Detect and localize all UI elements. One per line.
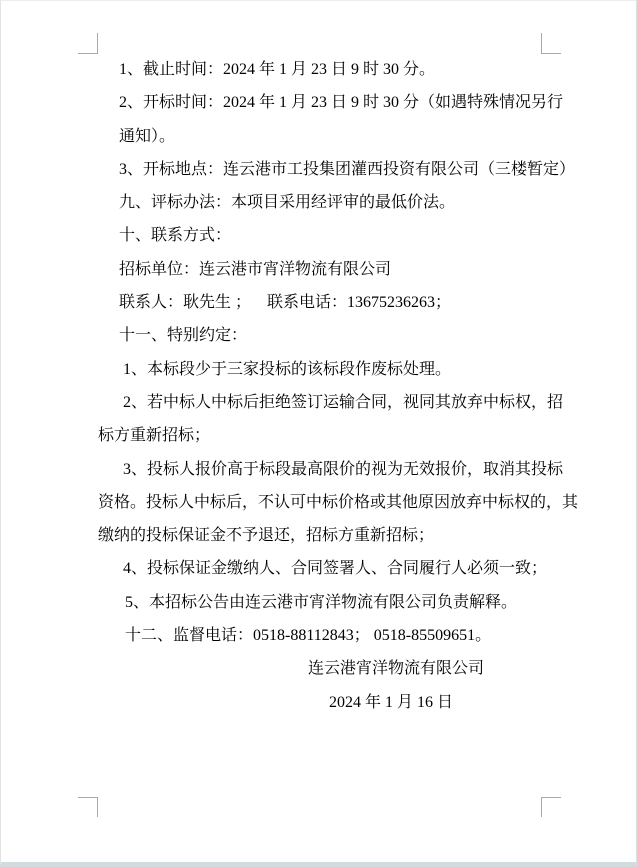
line-bid-opening-place: 3、开标地点：连云港市工投集团灌西投资有限公司（三楼暂定）: [119, 160, 576, 178]
line-section-12: 十二、监督电话：0518-88112843； 0518-85509651。: [125, 627, 492, 645]
line-section-9: 九、评标办法：本项目采用经评审的最低价法。: [119, 194, 456, 212]
line-special-3b: 资格。投标人中标后，不认可中标价格或其他原因放弃中标权的，其: [98, 493, 579, 511]
line-special-3: 3、投标人报价高于标段最高限价的视为无效报价，取消其投标: [123, 460, 564, 478]
line-contact: 联系人：耿先生 ； 联系电话：13675236263；: [119, 294, 452, 312]
line-special-2b: 标方重新招标；: [98, 427, 211, 445]
line-section-10: 十、联系方式：: [119, 227, 232, 245]
line-tender-unit: 招标单位：连云港市宵洋物流有限公司: [119, 260, 392, 278]
line-special-3c: 缴纳的投标保证金不予退还，招标方重新招标；: [98, 527, 435, 545]
line-special-2: 2、若中标人中标后拒绝签订运输合同，视同其放弃中标权，招: [123, 393, 564, 411]
line-signature-date: 2024 年 1 月 16 日: [329, 693, 454, 711]
margin-mark-top-left-icon: [78, 33, 98, 54]
line-section-11: 十一、特别约定：: [119, 327, 248, 345]
line-bid-opening-time: 2、开标时间：2024 年 1 月 23 日 9 时 30 分（如遇特殊情况另行: [119, 94, 564, 112]
line-signature-company: 连云港宵洋物流有限公司: [308, 660, 485, 678]
line-special-1: 1、本标段少于三家投标的该标段作废标处理。: [123, 360, 452, 378]
line-deadline-time: 1、截止时间：2024 年 1 月 23 日 9 时 30 分。: [119, 61, 436, 78]
margin-mark-top-right-icon: [541, 33, 561, 54]
line-special-4: 4、投标保证金缴纳人、合同签署人、合同履行人必须一致；: [123, 560, 548, 578]
margin-mark-bottom-right-icon: [541, 797, 561, 817]
line-special-5: 5、本招标公告由连云港市宵洋物流有限公司负责解释。: [125, 593, 518, 611]
document-body: [97, 53, 579, 719]
margin-mark-bottom-left-icon: [78, 797, 98, 817]
line-bid-opening-time-2: 通知）。: [119, 127, 176, 145]
